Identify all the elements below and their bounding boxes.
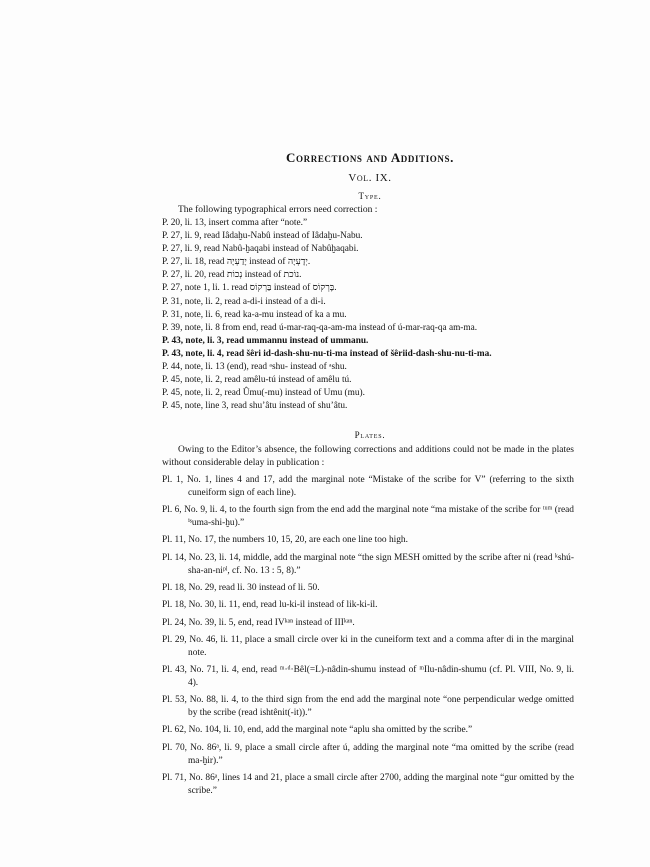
plates-section-intro: Owing to the Editor’s absence, the following corrections and additions could not be made in the plates without considerable delay in publication : bbox=[162, 445, 574, 468]
type-correction-item: P. 20, li. 13, insert comma after “note.” bbox=[162, 218, 308, 228]
type-correction-item: P. 43, note, li. 3, read ummannu instead of ummanu. bbox=[162, 335, 369, 346]
plate-correction-item: Pl. 1, No. 1, lines 4 and 17, add the marginal note “Mistake of the scribe for V” (referring to the sixth cuneiform sign of each line). bbox=[162, 475, 574, 498]
type-correction-item: P. 31, note, li. 2, read a-di-i instead of a di-i. bbox=[162, 296, 326, 307]
type-correction-item: P. 27, li. 9, read Nabû-ḫaqabi instead of Nabûḫaqabi. bbox=[162, 244, 359, 255]
plate-correction-item: Pl. 53, No. 88, li. 4, to the third sign from the end add the marginal note “one perpendicular wedge omitted by the scribe (read ishtênit(-it)).” bbox=[162, 695, 574, 719]
type-corrections-list bbox=[162, 217, 492, 413]
type-correction-item: P. 27, note 1, li. 1. read בַּרְקוֹס instead of בָּרְקוֹס. bbox=[162, 283, 337, 294]
type-correction-item: P. 44, note, li. 13 (end), read ᵃshu- instead of ᵃshu. bbox=[162, 362, 347, 373]
plates-section-heading: Plates. bbox=[354, 430, 386, 440]
plate-correction-item: Pl. 11, No. 17, the numbers 10, 15, 20, are each one line too high. bbox=[162, 535, 408, 546]
page-title: Corrections and Additions. bbox=[286, 150, 454, 165]
type-correction-item: P. 45, note, li. 2, read amêlu-tú instead of amêlu tú. bbox=[162, 375, 352, 386]
type-correction-item: P. 45, note, line 3, read shu’âtu instead of shu’âtu. bbox=[162, 401, 348, 412]
plate-correction-item: Pl. 6, No. 9, li. 4, to the fourth sign from the end add the marginal note “ma mistake of the scribe for ᵗᵘᵐ (read ⁱˢuma-shi-ḫu).” bbox=[162, 505, 574, 529]
volume-heading: Vol. IX. bbox=[348, 172, 392, 184]
plate-correction-item: Pl. 62, No. 104, li. 10, end, add the marginal note “aplu sha omitted by the scribe.” bbox=[162, 725, 473, 736]
type-correction-item: P. 45, note, li. 2, read Ûmu(-mu) instead of Umu (mu). bbox=[162, 388, 365, 399]
plate-correction-item: Pl. 18, No. 30, li. 11, end, read lu-ki-il instead of lik-ki-il. bbox=[162, 600, 378, 611]
plate-correction-item: Pl. 43, No. 71, li. 4, end, read ᵐ·ᵈ·Bêl(=L)-nâdin-shumu instead of ᵐIlu-nâdin-shumu (cf. Pl. VIII, No. 9, li. 4). bbox=[162, 665, 574, 688]
plate-correction-item: Pl. 71, No. 86ᵃ, lines 14 and 21, place a small circle after 2700, adding the marginal note “gur omitted by the scribe.” bbox=[162, 772, 574, 796]
type-correction-item: P. 27, li. 9, read Iâdaḫu-Nabû instead of Iâdaḫu-Nabu. bbox=[162, 231, 363, 242]
type-correction-item: P. 31, note, li. 6, read ka-a-mu instead of ka a mu. bbox=[162, 309, 347, 320]
type-correction-item: P. 27, li. 18, read יָדַעְיָה instead of יְדָעְיָה. bbox=[162, 257, 311, 268]
plate-correction-item: Pl. 24, No. 39, li. 5, end, read IVᵏᵃⁿ instead of IIIᵏᵃⁿ. bbox=[162, 617, 355, 628]
type-correction-item: P. 27, li. 20, read נְכוֹת instead of נוֹכת. bbox=[162, 270, 302, 281]
plate-correction-item: Pl. 18, No. 29, read li. 30 instead of li. 50. bbox=[162, 582, 320, 593]
type-correction-item: P. 43, note, li. 4, read šêri id-dash-shu-nu-ti-ma instead of šêriid-dash-shu-nu-ti-ma. bbox=[162, 348, 492, 359]
plate-correction-item: Pl. 70, No. 86ᵃ, li. 9, place a small circle after ú, adding the marginal note “ma omitted by the scribe (read ma-ḫir).” bbox=[162, 742, 574, 766]
type-correction-item: P. 39, note, li. 8 from end, read ú-mar-raq-qa-am-ma instead of ú-mar-raq-qa am-ma. bbox=[162, 322, 478, 333]
plate-correction-item: Pl. 14, No. 23, li. 14, middle, add the marginal note “the sign MESH omitted by the scribe after ni (read ᵏshú-sha-an-niᵖˡ, cf. No. 13 : 5, 8).” bbox=[162, 552, 574, 576]
type-section-heading: Type. bbox=[358, 191, 382, 201]
plates-corrections-list bbox=[162, 474, 574, 802]
type-section-intro: The following typographical errors need correction : bbox=[178, 205, 378, 215]
plate-correction-item: Pl. 29, No. 46, li. 11, place a small circle over ki in the cuneiform text and a comma after di in the marginal note. bbox=[162, 634, 574, 658]
